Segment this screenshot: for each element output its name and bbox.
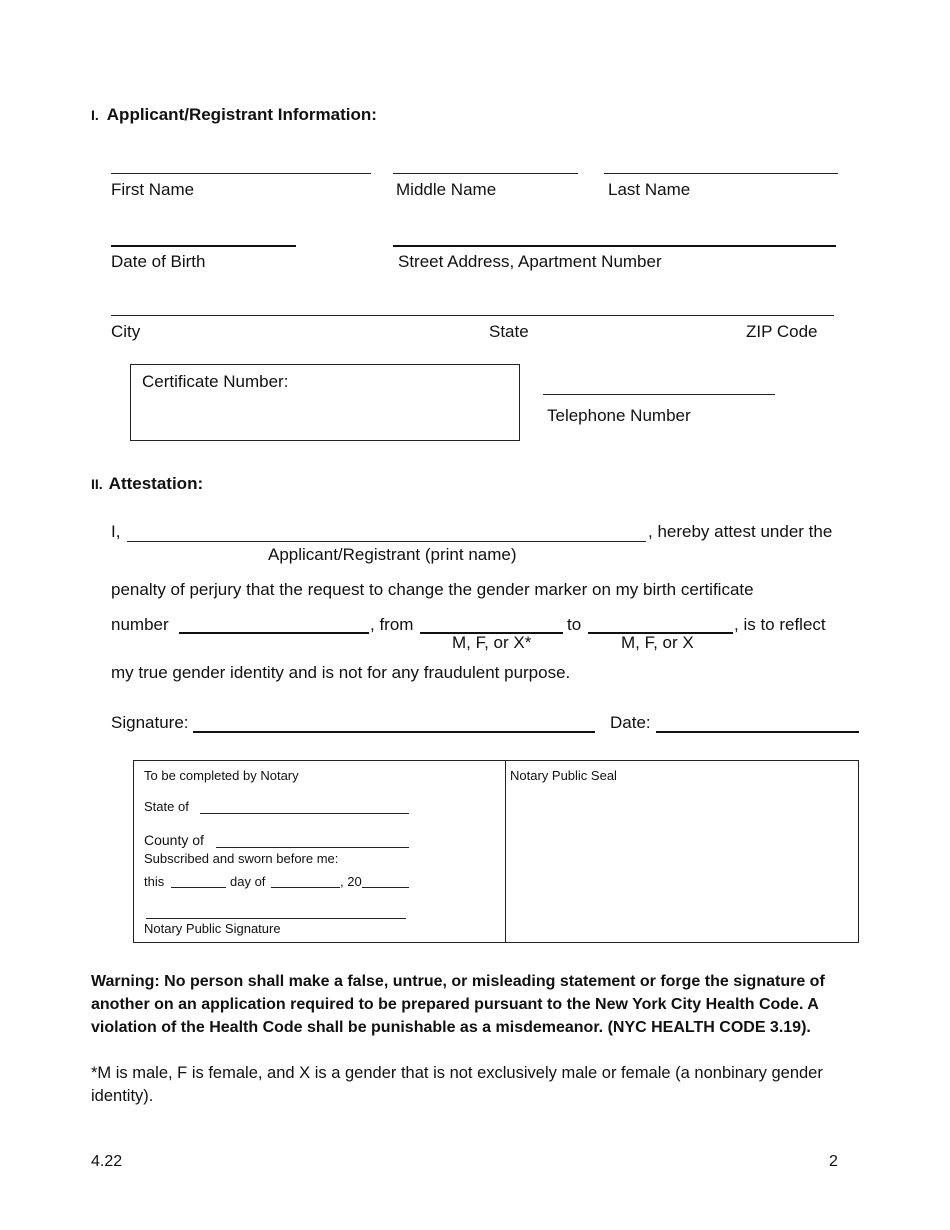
first-name-label: First Name — [111, 180, 195, 199]
last-name-label: Last Name — [608, 180, 691, 199]
notary-county-line[interactable] — [216, 847, 409, 848]
signature-line[interactable] — [193, 731, 595, 733]
attest-line-4: my true gender identity and is not for any fraudulent purpose. — [111, 663, 571, 682]
section-1-numeral: I. — [91, 107, 99, 123]
notary-signature-line[interactable] — [146, 918, 406, 919]
notary-this-label: this — [144, 874, 165, 889]
telephone-label: Telephone Number — [547, 406, 691, 425]
notary-seal-label: Notary Public Seal — [510, 768, 617, 783]
attest-line-2: penalty of perjury that the request to change the gender marker on my birth certificate — [111, 580, 754, 599]
notary-signature-label: Notary Public Signature — [144, 921, 281, 936]
signature-label: Signature: — [111, 713, 189, 732]
zip-label: ZIP Code — [746, 322, 818, 341]
notary-year-prefix: , 20 — [340, 874, 362, 889]
middle-name-label: Middle Name — [396, 180, 497, 199]
last-name-line[interactable] — [604, 173, 838, 174]
notary-subscribed-label: Subscribed and sworn before me: — [144, 851, 339, 866]
notary-year-line[interactable] — [362, 887, 409, 888]
notary-divider — [505, 760, 506, 942]
section-1-title: Applicant/Registrant Information: — [106, 105, 377, 124]
date-of-birth-label: Date of Birth — [111, 252, 206, 271]
warning-text: Warning: No person shall make a false, untrue, or misleading statement or forge the signature of another on an application required to be prepared pursuant to the New York City Health Code. A violation of the Health Code shall be punishable as a misdemeanor. (NYC HEALTH CODE 3.19). — [91, 973, 825, 1036]
notary-month-line[interactable] — [271, 887, 340, 888]
section-2-numeral: II. — [91, 476, 103, 492]
footnote-text: *M is male, F is female, and X is a gender that is not exclusively male or female (a nonbinary gender identity). — [91, 1064, 823, 1105]
print-name-line[interactable] — [127, 541, 646, 542]
attest-line-start: I, — [111, 522, 121, 541]
notary-state-label: State of — [144, 799, 189, 814]
certificate-number-line[interactable] — [179, 632, 369, 634]
section-2-title: Attestation: — [108, 474, 204, 493]
to-label: to — [567, 615, 582, 634]
section-2-heading — [91, 474, 203, 494]
section-1-heading — [91, 105, 377, 125]
certificate-number-label: Certificate Number: — [142, 372, 289, 391]
state-label: State — [489, 322, 529, 341]
notary-state-line[interactable] — [200, 813, 409, 814]
street-address-label: Street Address, Apartment Number — [398, 252, 662, 271]
first-name-line[interactable] — [111, 173, 371, 174]
date-line[interactable] — [656, 731, 859, 733]
notary-day-line[interactable] — [171, 887, 226, 888]
date-of-birth-line[interactable] — [111, 245, 296, 247]
notary-county-label: County of — [144, 832, 204, 848]
page-number: 2 — [829, 1153, 838, 1170]
reflect-label: , is to reflect — [734, 615, 826, 634]
city-label: City — [111, 322, 141, 341]
notary-day-of-label: day of — [230, 874, 266, 889]
print-name-label: Applicant/Registrant (print name) — [268, 545, 517, 564]
number-label: number — [111, 615, 169, 634]
from-label: , from — [370, 615, 414, 634]
street-address-line[interactable] — [393, 245, 836, 247]
middle-name-line[interactable] — [393, 173, 578, 174]
version-label: 4.22 — [91, 1153, 123, 1170]
to-gender-hint: M, F, or X — [621, 633, 694, 652]
date-label: Date: — [610, 713, 651, 732]
city-state-zip-line[interactable] — [111, 315, 834, 316]
from-gender-hint: M, F, or X* — [452, 633, 532, 652]
telephone-line[interactable] — [543, 394, 775, 395]
notary-heading: To be completed by Notary — [144, 768, 299, 783]
attest-line-end: , hereby attest under the — [648, 522, 833, 541]
